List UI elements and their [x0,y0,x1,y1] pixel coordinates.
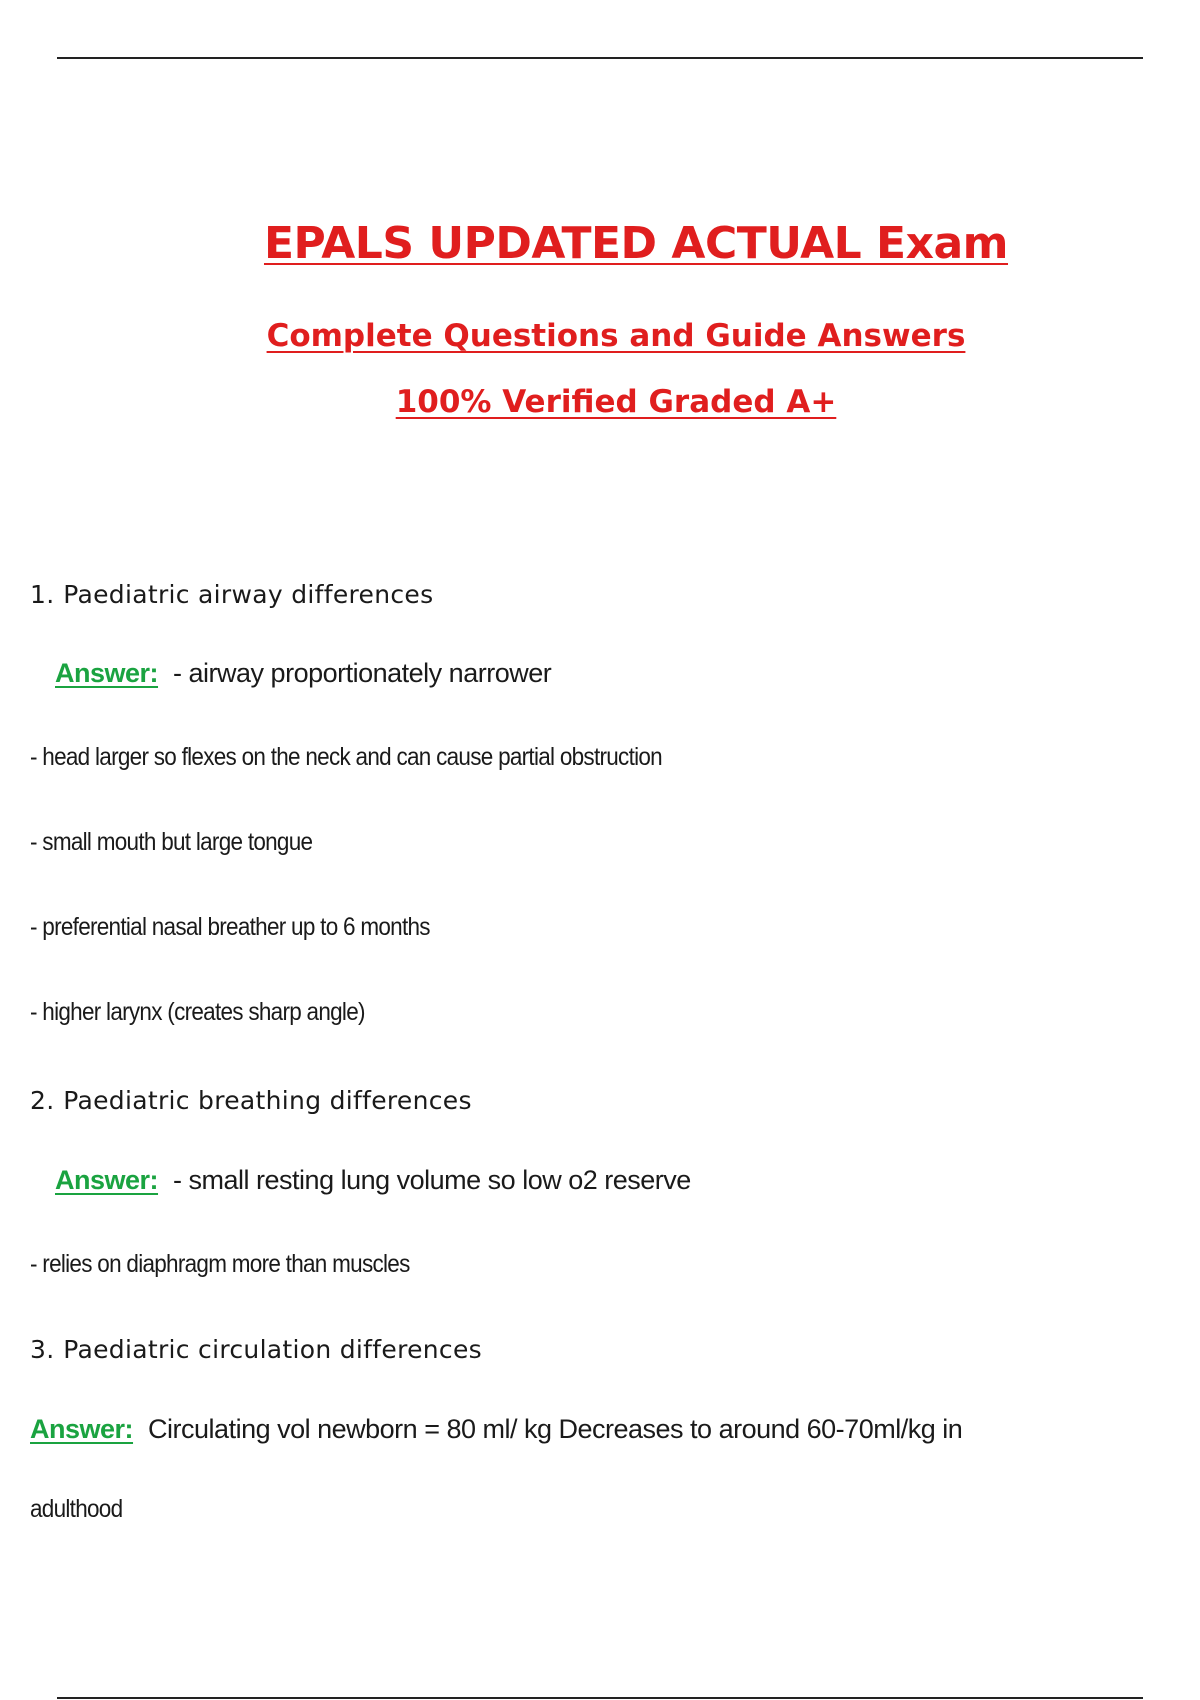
answer-text: - airway proportionately narrower [173,658,552,688]
answer-text: Circulating vol newborn = 80 ml/ kg Decreases to around 60-70ml/kg in [148,1414,963,1444]
detail-line: - preferential nasal breather up to 6 months [30,913,430,941]
answer-3 [30,1414,962,1445]
detail-line: - head larger so flexes on the neck and can cause partial obstruction [30,743,662,771]
question-number: 3. [30,1335,55,1364]
document-tagline: 100% Verified Graded A+ [395,384,837,420]
question-2 [30,1086,472,1115]
question-number: 2. [30,1086,55,1115]
document-title: EPALS UPDATED ACTUAL Exam [263,218,1009,269]
question-text: Paediatric circulation differences [63,1335,482,1364]
detail-line: - higher larynx (creates sharp angle) [30,998,365,1026]
question-text: Paediatric airway differences [63,580,434,609]
detail-line: - relies on diaphragm more than muscles [30,1250,410,1278]
question-text: Paediatric breathing differences [63,1086,472,1115]
answer-label: Answer: [30,1414,134,1444]
question-number: 1. [30,580,55,609]
answer-label: Answer: [55,658,159,688]
question-1 [30,580,433,609]
detail-line: - small mouth but large tongue [30,828,313,856]
answer-label: Answer: [55,1165,159,1195]
top-rule [57,57,1143,59]
answer-text: - small resting lung volume so low o2 reserve [173,1165,691,1195]
detail-line: adulthood [30,1495,123,1523]
document-subtitle: Complete Questions and Guide Answers [266,318,966,354]
bottom-rule [57,1697,1143,1699]
question-3 [30,1335,482,1364]
answer-1 [55,658,551,689]
answer-2 [55,1165,691,1196]
